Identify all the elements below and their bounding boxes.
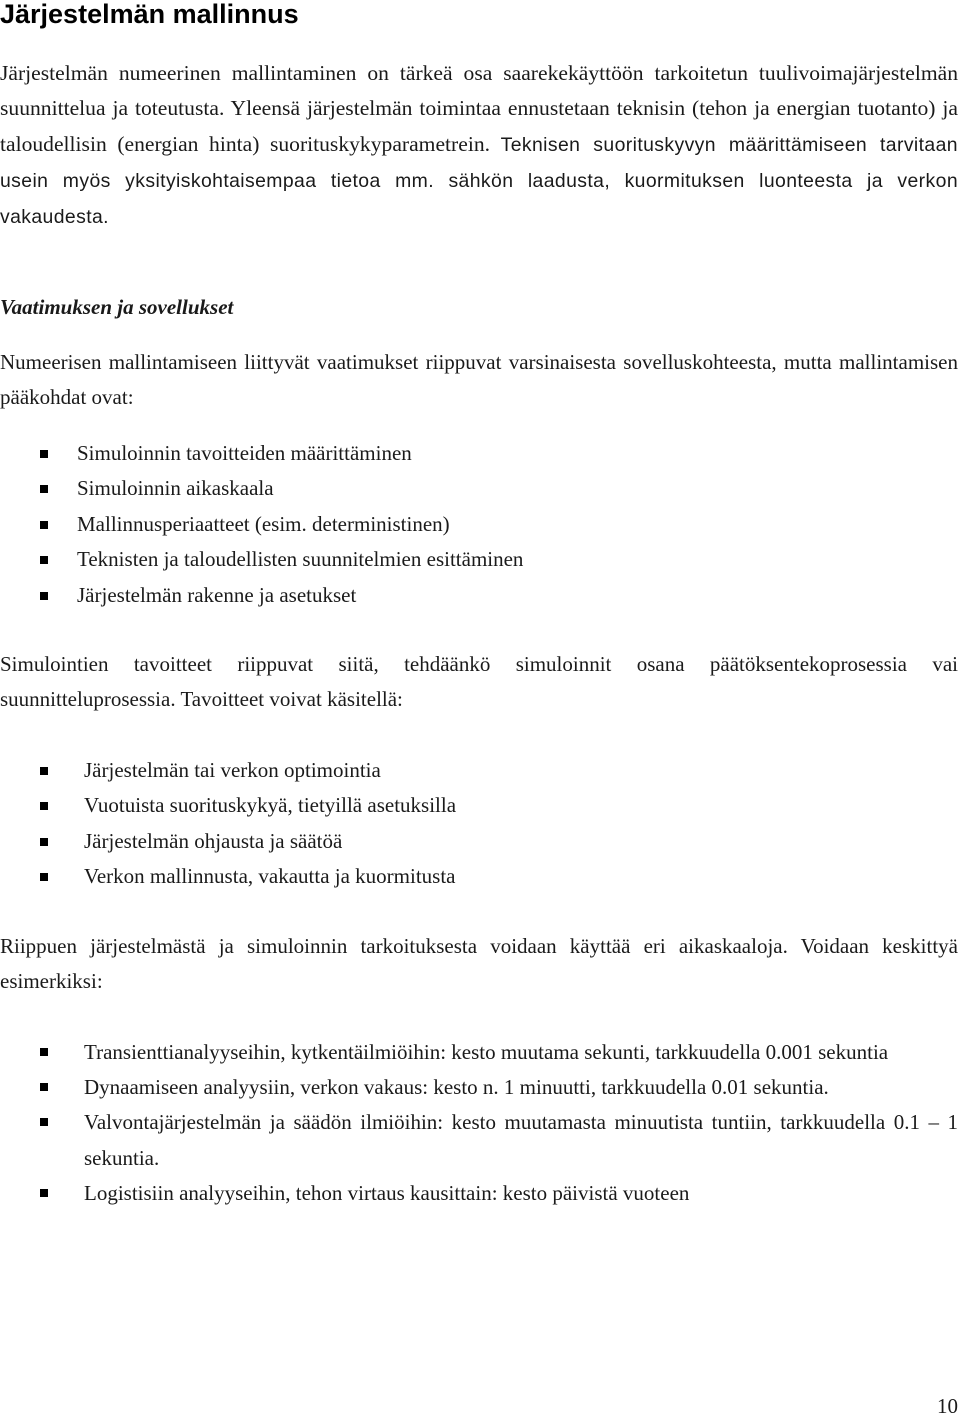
page-title: Järjestelmän mallinnus [0, 0, 299, 29]
bullet-square-icon [40, 1048, 48, 1056]
bullet-square-icon [40, 556, 48, 564]
bullet-square-icon [40, 450, 48, 458]
bullet-square-icon [40, 1189, 48, 1197]
bullet-square-icon [40, 838, 48, 846]
intro-sans-text: Teknisen suorituskyvyn määrittämiseen tarvitaan usein myös yksityiskohtaisempaa tietoa mm. sähkön laadusta, kuormituksen luonteesta ja verkon vakaudesta. [0, 133, 958, 229]
list-item: Verkon mallinnusta, vakautta ja kuormitusta [0, 859, 900, 894]
intro-text: Järjestelmän numeerinen mallintaminen on tärkeä osa saarekekäyttöön tarkoitetun tuulivoimajärjestelmän suunnittelua ja toteutusta. Yleensä järjestelmän toimintaa ennustetaan teknisin (tehon ja energian tuotanto) ja taloudellisin (energian hinta) suorituskykyparametrein. [0, 61, 958, 156]
requirements-intro: Numeerisen mallintamiseen liittyvät vaatimukset riippuvat varsinaisesta sovelluskohteesta, mutta mallintamisen pääkohdat ovat: [0, 350, 958, 410]
section-subheading: Vaatimuksen ja sovellukset [0, 295, 234, 319]
goals-list [0, 753, 900, 895]
page-number: 10 [937, 1394, 958, 1418]
bullet-square-icon [40, 521, 48, 529]
list-item: Simuloinnin aikaskaala [0, 471, 900, 506]
list-item: Mallinnusperiaatteet (esim. deterministinen) [0, 507, 900, 542]
list-item: Simuloinnin tavoitteiden määrittäminen [0, 436, 900, 471]
list-item: Logistisiin analyyseihin, tehon virtaus kausittain: kesto päivistä vuoteen [0, 1176, 958, 1211]
bullet-square-icon [40, 592, 48, 600]
timescales-list [0, 1035, 958, 1211]
timescale-intro: Riippuen järjestelmästä ja simuloinnin tarkoituksesta voidaan käyttää eri aikaskaaloja. Voidaan keskittyä esimerkiksi: [0, 934, 958, 994]
bullet-square-icon [40, 485, 48, 493]
list-item: Dynaamiseen analyysiin, verkon vakaus: kesto n. 1 minuutti, tarkkuudella 0.01 sekuntia. [0, 1070, 958, 1105]
bullet-square-icon [40, 873, 48, 881]
list-item: Järjestelmän ohjausta ja säätöä [0, 824, 900, 859]
list-item: Teknisten ja taloudellisten suunnitelmien esittäminen [0, 542, 900, 577]
bullet-square-icon [40, 802, 48, 810]
requirements-list [0, 436, 900, 613]
bullet-square-icon [40, 1083, 48, 1091]
bullet-square-icon [40, 1118, 48, 1126]
list-item: Järjestelmän tai verkon optimointia [0, 753, 900, 788]
list-item: Transienttianalyyseihin, kytkentäilmiöihin: kesto muutama sekunti, tarkkuudella 0.001 sekuntia [0, 1035, 958, 1070]
list-item: Valvontajärjestelmän ja säädön ilmiöihin: kesto muutamasta minuutista tuntiin, tarkkuudella 0.1 – 1 sekuntia. [0, 1105, 958, 1175]
goals-intro: Simulointien tavoitteet riippuvat siitä, tehdäänkö simuloinnit osana päätöksentekoprosessia vai suunnitteluprosessia. Tavoitteet voivat käsitellä: [0, 652, 958, 712]
list-item: Järjestelmän rakenne ja asetukset [0, 578, 900, 613]
list-item: Vuotuista suorituskykyä, tietyillä asetuksilla [0, 788, 900, 823]
intro-paragraph [0, 56, 958, 235]
bullet-square-icon [40, 767, 48, 775]
